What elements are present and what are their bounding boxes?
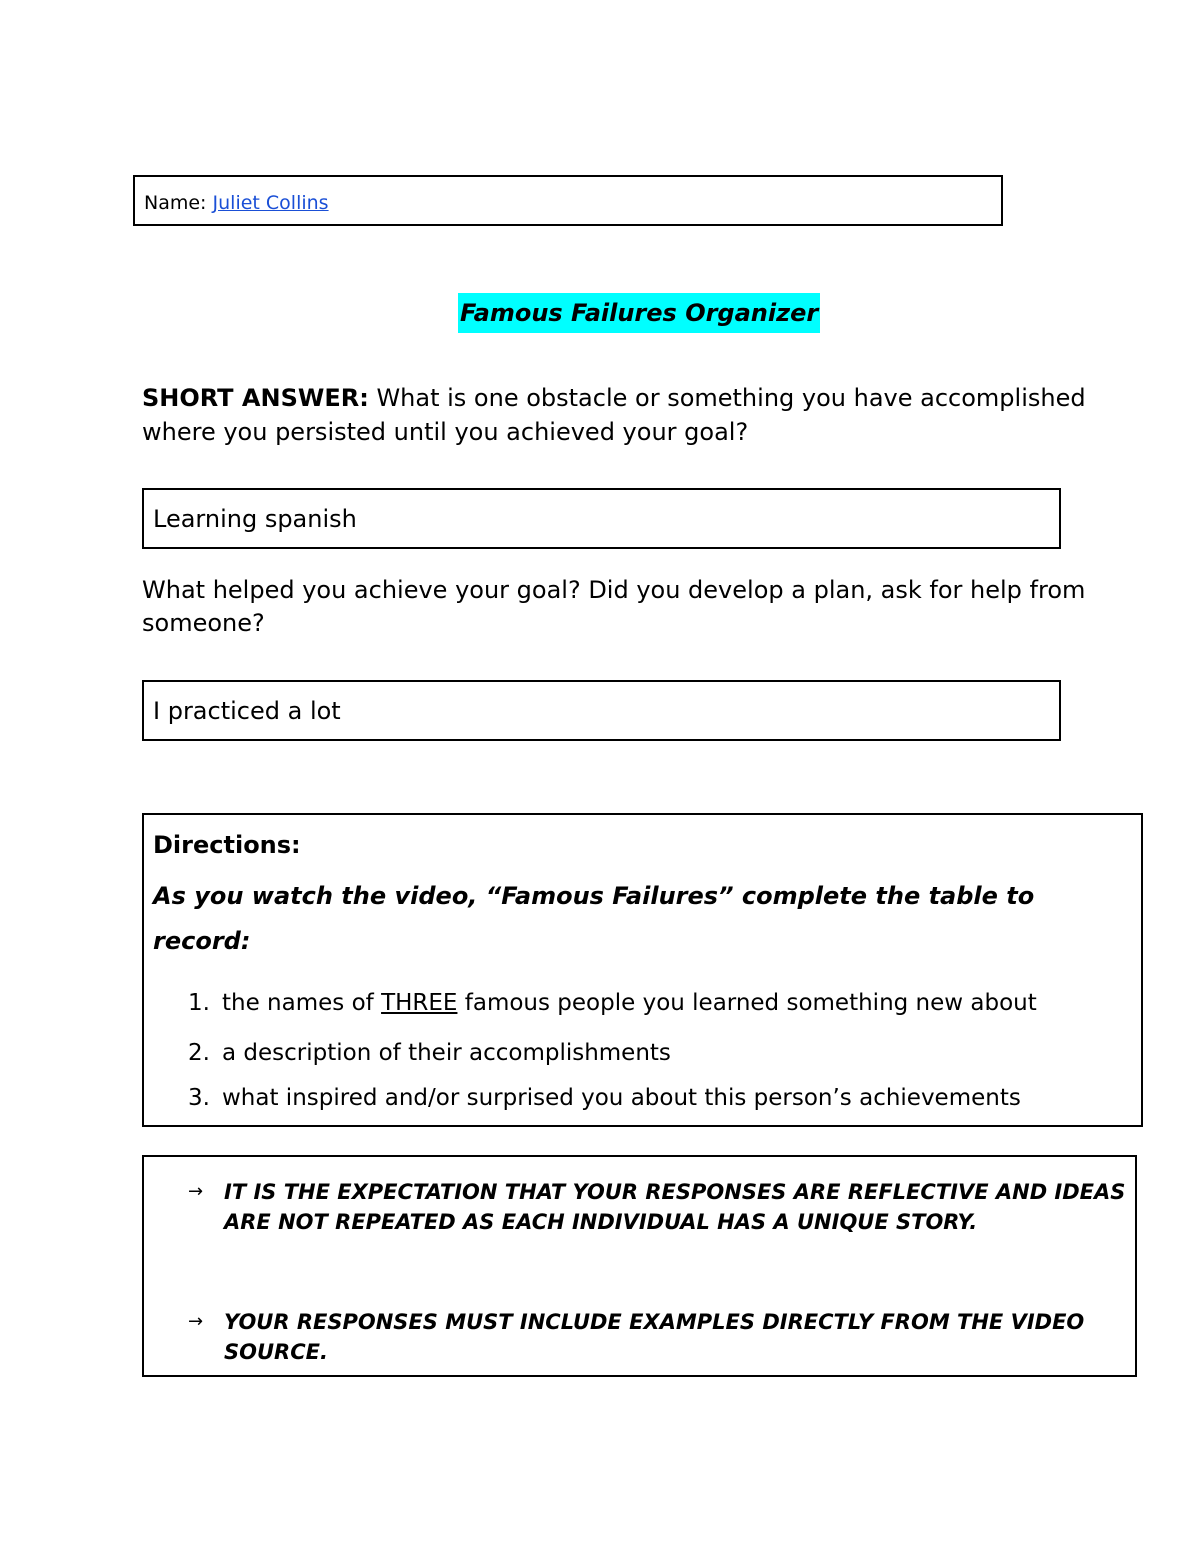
directions-instruction: As you watch the video, “Famous Failures” complete the table to record:: [153, 882, 1035, 955]
question-2: What helped you achieve your goal? Did you develop a plan, ask for help from someone?: [142, 576, 1086, 637]
answer-2-box[interactable]: [142, 680, 1061, 741]
name-field[interactable]: [133, 175, 1003, 226]
answer-1-text: Learning spanish: [153, 505, 357, 533]
item-emphasis: THREE: [381, 990, 458, 1016]
item-number: 2.: [188, 1040, 210, 1066]
name-line: [144, 192, 329, 214]
question-1-text: What is one obstacle or something you have accomplished where you persisted until you achieved your goal?: [142, 384, 1086, 446]
directions-heading: Directions:: [153, 831, 301, 859]
directions-box: [142, 813, 1143, 1127]
expectations-box: [142, 1155, 1137, 1377]
short-answer-label: SHORT ANSWER:: [142, 384, 369, 412]
answer-1-box[interactable]: [142, 488, 1061, 549]
arrow-right-icon: →: [188, 1311, 204, 1332]
item-number: 3.: [188, 1085, 210, 1111]
expectation-text: YOUR RESPONSES MUST INCLUDE EXAMPLES DIRECTLY FROM THE VIDEO SOURCE.: [224, 1310, 1085, 1364]
expectation-item-1: [188, 1177, 1128, 1237]
answer-2-text: I practiced a lot: [153, 697, 341, 725]
item-text: a description of their accomplishments: [222, 1040, 671, 1066]
arrow-right-icon: →: [188, 1181, 204, 1202]
page-title: Famous Failures Organizer: [458, 293, 820, 333]
item-number: 1.: [188, 990, 210, 1016]
item-text-post: famous people you learned something new about: [457, 990, 1037, 1016]
item-text: what inspired and/or surprised you about this person’s achievements: [222, 1085, 1021, 1111]
name-label: Name:: [144, 192, 207, 214]
directions-item-3: [188, 1085, 1021, 1111]
expectation-item-2: [188, 1307, 1128, 1367]
expectation-text: IT IS THE EXPECTATION THAT YOUR RESPONSES ARE REFLECTIVE AND IDEAS ARE NOT REPEATED AS EACH INDIVIDUAL HAS A UNIQUE STORY.: [224, 1180, 1126, 1234]
directions-item-2: [188, 1040, 671, 1066]
name-value[interactable]: Juliet Collins: [212, 192, 329, 214]
question-1: [142, 381, 1102, 449]
item-text-pre: the names of: [222, 990, 382, 1016]
directions-item-1: [188, 990, 1037, 1016]
